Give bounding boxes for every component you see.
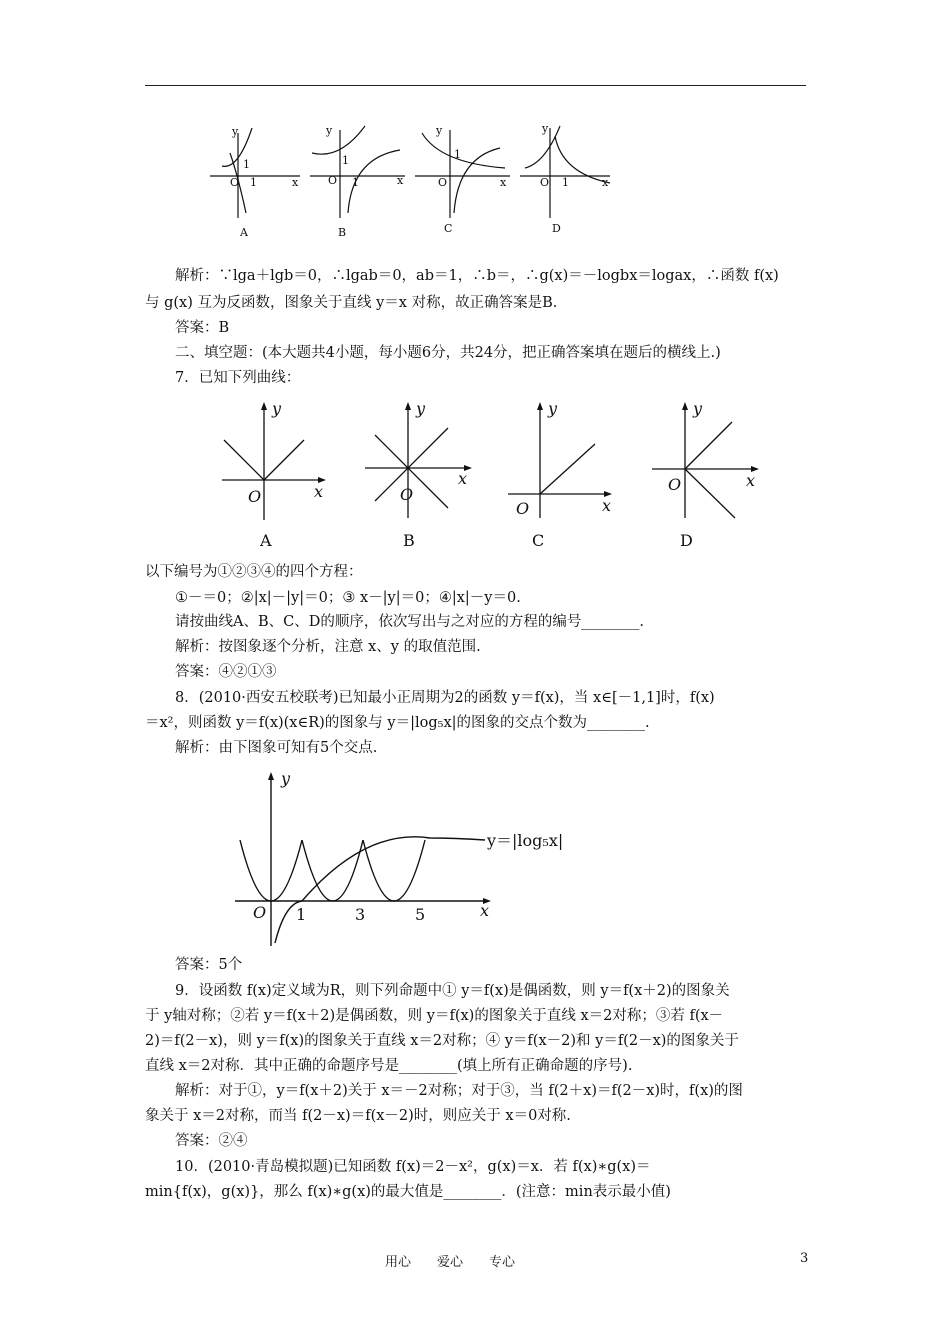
fig8-origin: O [253,903,267,922]
question-7-ask: 请按曲线A、B、C、D的顺序，依次写出与之对应的方程的编号________. [175,614,644,630]
question-10-line2: min{f(x)，g(x)}，那么 f(x)∗g(x)的最大值是________．(注意：min表示最小值) [145,1184,671,1200]
footer-motto: 用心 爱心 专心 [385,1255,516,1270]
question-9-line3: 2)＝f(2－x)，则 y＝f(x)的图象关于直线 x＝2对称；④ y＝f(x－2)和 y＝f(2－x)的图象关于 [145,1033,739,1049]
fig8-x-label: x [480,901,490,920]
fig6d-x-label: x [602,176,609,189]
fig7c-y-label: y [548,399,558,418]
fig6a-one-x: 1 [250,176,257,189]
solution-6-line2: 与 g(x) 互为反函数，图象关于直线 y＝x 对称，故正确答案是B. [145,295,558,311]
fig7d-origin: O [668,475,682,494]
fig8-tick-3: 3 [355,905,366,924]
fig6d-origin: O [540,176,550,189]
fig6b-y-label: y [326,124,333,137]
fig7a-x-label: x [314,482,324,501]
fig7a-y-label: y [272,399,282,418]
fig7-label-d: D [680,531,693,550]
fig6-label-c: C [444,222,453,235]
fig6b-x-label: x [397,174,404,187]
question-9-line1: 9．设函数 f(x)定义域为R，则下列命题中① y＝f(x)是偶函数，则 y＝f(x＋2)的图象关 [175,983,730,999]
question-8-line2: ＝x²，则函数 y＝f(x)(x∈R)的图象与 y＝|log₅x|的图象的交点个数为________. [145,715,650,731]
fig6d-one-x: 1 [562,176,569,189]
fig7b-y-label: y [416,399,426,418]
fig7d-x-label: x [746,471,756,490]
fig6-label-d: D [552,222,561,235]
fig7-label-c: C [532,531,545,550]
question-9-solution-line2: 象关于 x＝2对称，而当 f(2－x)＝f(x－2)时，则应关于 x＝0对称. [145,1108,571,1124]
fig7-label-b: B [403,531,415,550]
fig6c-x-label: x [500,176,507,189]
question-7-answer: 答案：④②①③ [175,664,277,680]
answer-6: 答案：B [175,320,230,336]
fig6b-origin: O [328,174,338,187]
question-8-answer: 答案：5个 [175,957,243,973]
question-7-equations: ①－＝0；②|x|－|y|＝0；③ x－|y|＝0；④|x|－y＝0. [175,590,521,606]
fig6c-one-y: 1 [454,148,461,161]
fig8-tick-5: 5 [415,905,426,924]
fig6c-y-label: y [436,124,443,137]
fig7a-origin: O [248,487,262,506]
fig6b-one-x: 1 [352,176,359,189]
question-9-answer: 答案：②④ [175,1133,248,1149]
fig7c-origin: O [516,499,530,518]
fig7d-y-label: y [693,399,703,418]
question-7-equations-intro: 以下编号为①②③④的四个方程： [145,564,363,580]
fig6a-one-y: 1 [243,158,250,171]
header-rule [145,85,806,86]
question-9-solution-line1: 解析：对于①，y＝f(x＋2)关于 x＝－2对称；对于③，当 f(2＋x)＝f(2－x)时，f(x)的图 [175,1083,743,1099]
question-9-line4: 直线 x＝2对称．其中正确的命题序号是________(填上所有正确命题的序号). [145,1058,633,1074]
section-fill-blank-heading: 二、填空题：(本大题共4小题，每小题6分，共24分，把正确答案填在题后的横线上.) [175,345,721,361]
top-graphs-figure [200,118,620,243]
fig6b-one-y: 1 [342,154,349,167]
fig7c-x-label: x [602,496,612,515]
fig7b-origin: O [400,485,414,504]
fig6a-y-label: y [232,125,239,138]
question-7-solution: 解析：按图象逐个分析，注意 x、y 的取值范围. [175,639,481,655]
fig6-label-b: B [338,226,347,239]
fig6a-x-label: x [292,176,299,189]
question-8-line1: 8．(2010·西安五校联考)已知最小正周期为2的函数 y＝f(x)，当 x∈[－1,1]时，f(x) [175,690,715,706]
question-9-line2: 于 y轴对称；②若 y＝f(x＋2)是偶函数，则 y＝f(x)的图象关于直线 x＝2对称；③若 f(x－ [145,1008,724,1024]
question7-curves-figure [210,398,770,553]
page-number: 3 [800,1251,809,1266]
fig7-label-a: A [260,531,272,550]
fig6d-y-label: y [542,122,549,135]
fig8-y-label: y [281,769,291,788]
fig6c-origin: O [438,176,448,189]
question-7: 7．已知下列曲线： [175,370,301,386]
fig7b-x-label: x [458,469,468,488]
question-8-solution: 解析：由下图象可知有5个交点. [175,740,378,756]
fig8-tick-1: 1 [296,905,307,924]
solution-6-line1: 解析：∵lga＋lgb＝0，∴lgab＝0，ab＝1，∴b＝，∴g(x)＝－logbx＝logax，∴函数 f(x) [175,268,779,284]
fig6-label-a: A [240,226,248,239]
fig6a-origin: O [230,176,240,189]
question8-graph-figure [225,768,585,948]
fig8-curve-label: y＝|log₅x| [487,831,564,850]
question-10-line1: 10．(2010·青岛模拟题)已知函数 f(x)＝2－x²，g(x)＝x．若 f(x)∗g(x)＝ [175,1159,651,1175]
